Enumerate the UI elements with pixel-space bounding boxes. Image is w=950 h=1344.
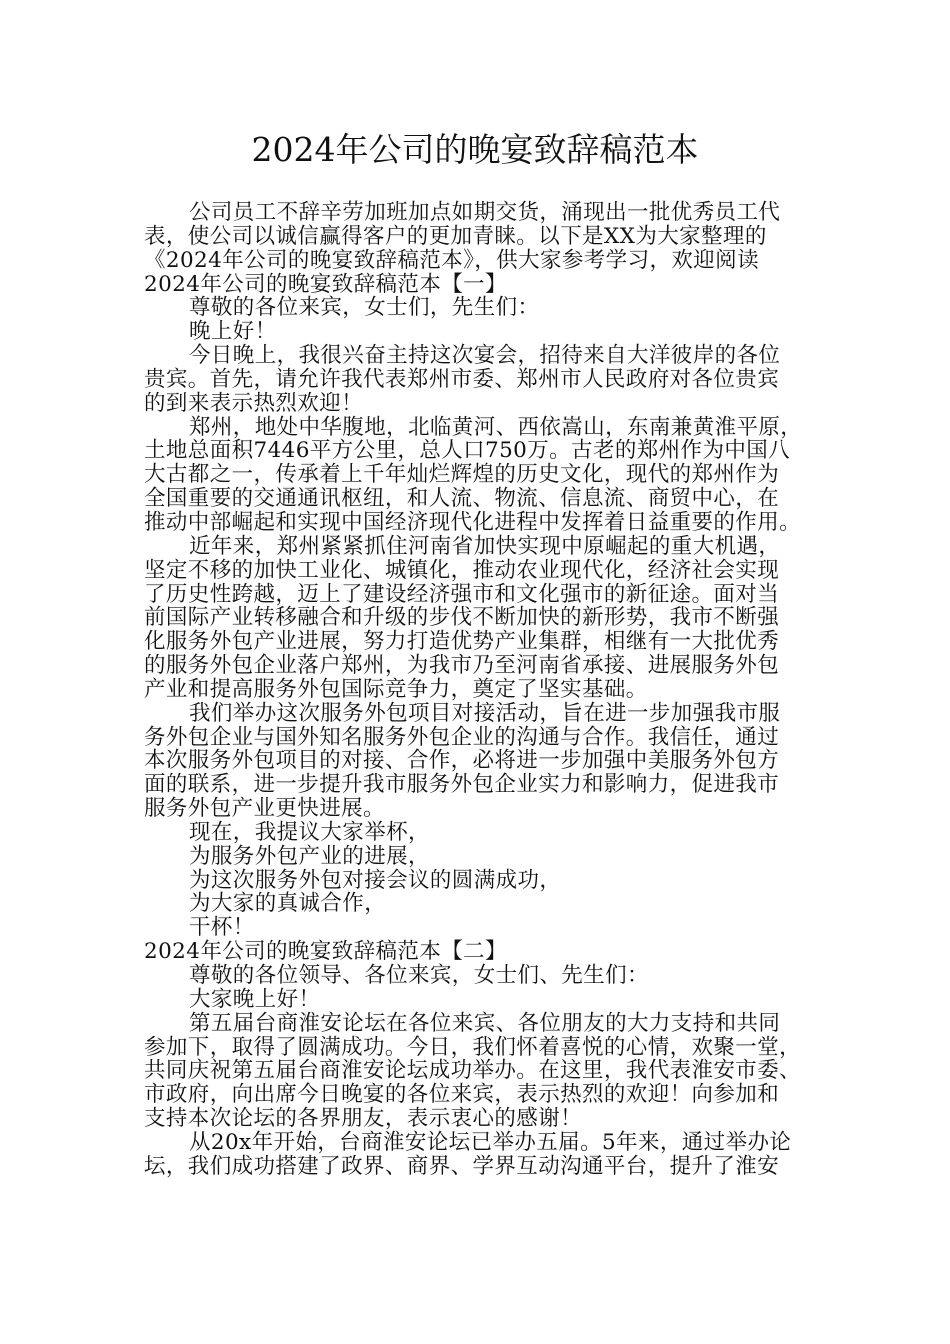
text-line: 为这次服务外包对接会议的圆满成功， bbox=[189, 867, 562, 893]
text-line: 为服务外包产业的进展， bbox=[189, 843, 430, 869]
text-line: 产业和提高服务外包国际竞争力，奠定了坚实基础。 bbox=[144, 676, 648, 702]
text-line: 郑州，地处中华腹地，北临黄河、西依嵩山，东南兼黄淮平原， bbox=[189, 414, 803, 440]
text-line: 第五届台商淮安论坛在各位来宾、各位朋友的大力支持和共同 bbox=[189, 1010, 781, 1036]
text-line: 今日晚上，我很兴奋主持这次宴会，招待来自大洋彼岸的各位 bbox=[189, 343, 781, 369]
text-line: 晚上好！ bbox=[189, 319, 277, 345]
text-line: 市政府，向出席今日晚宴的各位来宾，表示热烈的欢迎！向参加和 bbox=[144, 1082, 780, 1108]
text-line: 前国际产业转移融合和升级的步伐不断加快的新形势，我市不断强 bbox=[144, 605, 780, 631]
text-line: 《2024年公司的晚宴致辞稿范本》，供大家参考学习，欢迎阅读 bbox=[144, 247, 759, 273]
text-line: 的服务外包企业落户郑州，为我市乃至河南省承接、进展服务外包 bbox=[144, 653, 780, 679]
text-line: 从20x年开始，台商淮安论坛已举办五届。5年来，通过举办论 bbox=[189, 1129, 792, 1155]
text-line: 支持本次论坛的各界朋友，表示衷心的感谢！ bbox=[144, 1106, 583, 1132]
section-heading: 2024年公司的晚宴致辞稿范本【一】 bbox=[144, 271, 507, 297]
document-title: 2024年公司的晚宴致辞稿范本 bbox=[251, 130, 699, 169]
text-line: 全国重要的交通通讯枢纽，和人流、物流、信息流、商贸中心，在 bbox=[144, 486, 780, 512]
text-line: 化服务外包产业进展，努力打造优势产业集群，相继有一大批优秀 bbox=[144, 629, 780, 655]
text-line: 干杯！ bbox=[189, 915, 255, 941]
text-line: 了历史性跨越，迈上了建设经济强市和文化强市的新征途。面对当 bbox=[144, 581, 780, 607]
text-line: 坛，我们成功搭建了政界、商界、学界互动沟通平台，提升了淮安 bbox=[144, 1153, 780, 1179]
text-line: 土地总面积7446平方公里，总人口750万。古老的郑州作为中国八 bbox=[144, 438, 791, 464]
text-line: 务外包企业与国外知名服务外包企业的沟通与合作。我信任，通过 bbox=[144, 724, 780, 750]
text-line: 为大家的真诚合作， bbox=[189, 891, 387, 917]
text-line: 公司员工不辞辛劳加班加点如期交货，涌现出一批优秀员工代 bbox=[189, 200, 781, 225]
text-line: 服务外包产业更快进展。 bbox=[144, 796, 385, 822]
text-line: 现在，我提议大家举杯， bbox=[189, 819, 430, 845]
text-line: 表，使公司以诚信赢得客户的更加青睐。以下是XX为大家整理的 bbox=[144, 223, 767, 249]
text-line: 我们举办这次服务外包项目对接活动，旨在进一步加强我市服 bbox=[189, 700, 781, 726]
document-body bbox=[144, 201, 824, 1179]
text-line: 贵宾。首先，请允许我代表郑州市委、郑州市人民政府对各位贵宾 bbox=[144, 366, 780, 392]
text-line: 推动中部崛起和实现中国经济现代化进程中发挥着日益重要的作用。 bbox=[144, 509, 802, 535]
text-line: 坚定不移的加快工业化、城镇化，推动农业现代化，经济社会实现 bbox=[144, 557, 780, 583]
text-line: 大古都之一，传承着上千年灿烂辉煌的历史文化，现代的郑州作为 bbox=[144, 462, 780, 488]
text-line: 的到来表示热烈欢迎！ bbox=[144, 390, 364, 416]
text-line: 本次服务外包项目的对接、合作，必将进一步加强中美服务外包方 bbox=[144, 748, 780, 774]
text-line: 大家晚上好！ bbox=[189, 986, 321, 1012]
text-line: 参加下，取得了圆满成功。今日，我们怀着喜悦的心情，欢聚一堂， bbox=[144, 1034, 802, 1060]
text-line: 尊敬的各位来宾，女士们，先生们： bbox=[189, 295, 540, 321]
text-line: 面的联系，进一步提升我市服务外包企业实力和影响力，促进我市 bbox=[144, 772, 780, 798]
section-heading: 2024年公司的晚宴致辞稿范本【二】 bbox=[144, 939, 507, 965]
text-line: 尊敬的各位领导、各位来宾，女士们、先生们： bbox=[189, 963, 649, 988]
text-line: 共同庆祝第五届台商淮安论坛成功举办。在这里，我代表淮安市委、 bbox=[144, 1058, 802, 1084]
text-line: 近年来，郑州紧紧抓住河南省加快实现中原崛起的重大机遇， bbox=[189, 533, 781, 559]
